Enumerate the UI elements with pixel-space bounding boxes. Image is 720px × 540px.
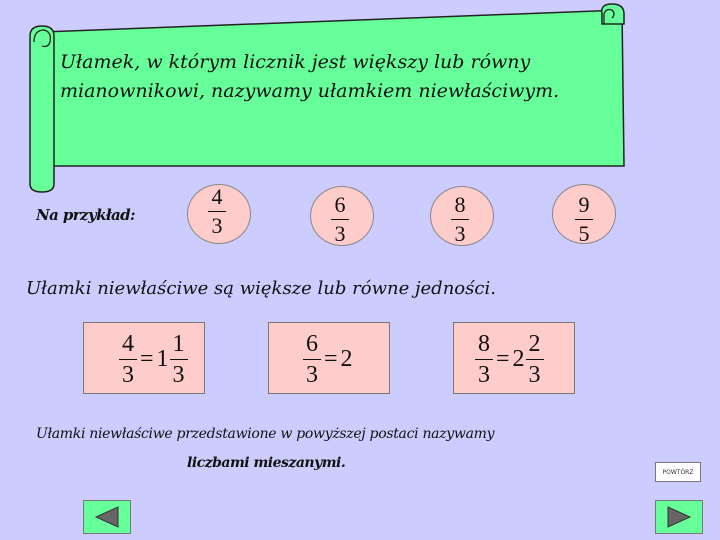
denominator: 3 — [528, 362, 541, 389]
note-line-2: liczbami mieszanymi. — [187, 455, 346, 471]
numerator: 6 — [306, 331, 318, 357]
fraction-bar — [208, 211, 226, 212]
example-fraction-3 — [451, 194, 469, 245]
statement-text: Ułamki niewłaściwe są większe lub równe jedności. — [26, 278, 496, 299]
denominator: 3 — [122, 362, 134, 389]
equals-sign: = — [496, 346, 510, 373]
prev-button[interactable] — [83, 500, 131, 534]
numerator: 2 — [528, 331, 541, 357]
denominator: 3 — [306, 362, 318, 389]
example-label: Na przykład: — [36, 206, 135, 224]
next-button[interactable] — [655, 500, 703, 534]
fraction-bar — [575, 219, 593, 220]
example-fraction-4 — [575, 194, 593, 245]
numerator: 6 — [334, 192, 346, 217]
equals-sign: = — [324, 346, 338, 373]
equals-sign: = — [140, 346, 154, 373]
denominator: 3 — [334, 221, 346, 247]
denominator: 3 — [172, 362, 185, 389]
fraction-bar — [170, 359, 188, 360]
numerator: 8 — [454, 192, 466, 217]
fraction-bar — [526, 359, 544, 360]
whole-part: 1 — [156, 346, 169, 373]
fraction-bar — [303, 359, 321, 360]
triangle-left-icon — [92, 505, 122, 529]
example-fraction-1 — [208, 186, 226, 237]
conversion-1 — [119, 332, 188, 387]
whole-part: 2 — [340, 346, 353, 373]
fraction-bar — [475, 359, 493, 360]
denominator: 3 — [478, 362, 490, 389]
triangle-right-icon — [664, 505, 694, 529]
denominator: 3 — [211, 213, 223, 239]
whole-part: 2 — [512, 346, 525, 373]
repeat-button[interactable]: POWTÓRZ — [655, 462, 701, 482]
definition-text — [60, 48, 600, 106]
definition-scroll — [0, 0, 720, 200]
numerator: 8 — [478, 331, 490, 357]
denominator: 3 — [454, 221, 466, 247]
numerator: 4 — [122, 331, 134, 357]
fraction-bar — [331, 219, 349, 220]
numerator: 1 — [172, 331, 185, 357]
note-line-1: Ułamki niewłaściwe przedstawione w powyższej postaci nazywamy — [36, 426, 495, 442]
conversion-2 — [303, 332, 354, 387]
definition-line-1: Ułamek, w którym licznik jest większy lub równy — [60, 51, 531, 73]
definition-line-2: mianownikowi, nazywamy ułamkiem niewłaściwym. — [60, 80, 560, 102]
denominator: 5 — [578, 221, 590, 247]
fraction-bar — [119, 359, 137, 360]
example-fraction-2 — [331, 194, 349, 245]
numerator: 4 — [211, 184, 223, 209]
numerator: 9 — [578, 192, 590, 217]
fraction-bar — [451, 219, 469, 220]
conversion-3 — [475, 332, 544, 387]
